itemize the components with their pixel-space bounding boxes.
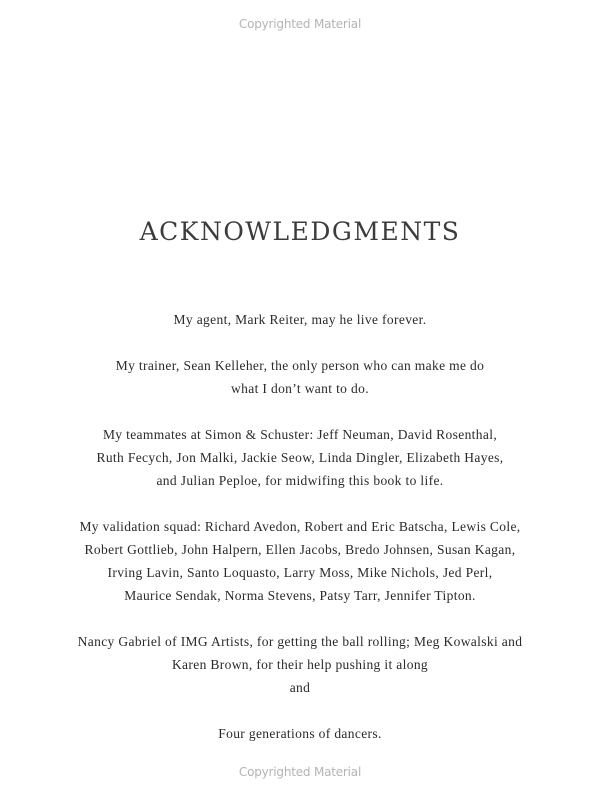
acknowledgments-body [0,308,600,768]
page-title: ACKNOWLEDGMENTS [139,217,461,246]
text-line: Robert Gottlieb, John Halpern, Ellen Jacobs, Bredo Johnsen, Susan Kagan, [84,542,516,557]
text-line: Karen Brown, for their help pushing it along [171,657,429,672]
text-line: Ruth Fecych, Jon Malki, Jackie Seow, Linda Dingler, Elizabeth Hayes, [96,450,504,465]
text-line: and Julian Peploe, for midwifing this book to life. [156,473,444,488]
text-line: Maurice Sendak, Norma Stevens, Patsy Tarr, Jennifer Tipton. [124,588,476,603]
paragraph-dancers [0,722,600,745]
text-line: and [289,680,311,695]
paragraph-agent [0,308,600,331]
paragraph-validation-squad [0,515,600,607]
text-line: My agent, Mark Reiter, may he live forever. [173,312,427,327]
text-line: Irving Lavin, Santo Loquasto, Larry Moss, Mike Nichols, Jed Perl, [107,565,493,580]
text-line: Nancy Gabriel of IMG Artists, for getting the ball rolling; Meg Kowalski and [77,634,523,649]
text-line: what I don’t want to do. [231,381,369,396]
paragraph-trainer [0,354,600,400]
copyright-watermark-bottom: Copyrighted Material [238,765,362,779]
paragraph-teammates [0,423,600,492]
text-line: My teammates at Simon & Schuster: Jeff Neuman, David Rosenthal, [102,427,498,442]
copyright-watermark-top: Copyrighted Material [238,17,362,31]
text-line: My validation squad: Richard Avedon, Robert and Eric Batscha, Lewis Cole, [79,519,521,534]
paragraph-img-artists [0,630,600,699]
text-line: Four generations of dancers. [218,726,382,741]
text-line: My trainer, Sean Kelleher, the only person who can make me do [115,358,485,373]
